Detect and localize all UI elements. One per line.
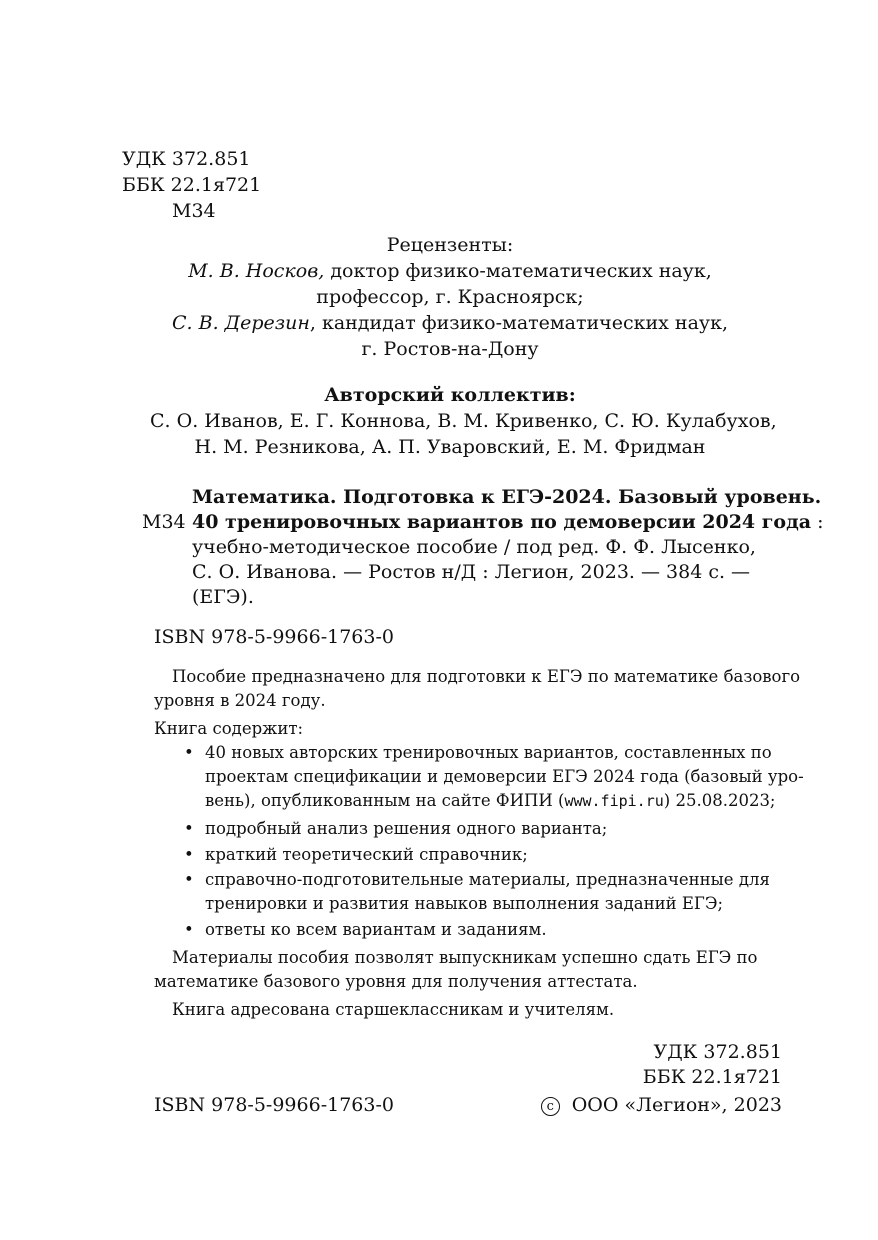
bullet-dot: • — [184, 870, 194, 889]
reviewer-1 — [150, 258, 750, 284]
reviewer-2-title-cont: г. Ростов-на-Дону — [361, 338, 539, 360]
bullet-1-line-1: 40 новых авторских тренировочных вариантов, составленных по — [205, 743, 772, 762]
bullet-4-line-1: справочно-подготовительные материалы, предназначенные для — [205, 870, 770, 889]
reviewer-2 — [150, 310, 750, 336]
bullet-1-line-3 — [205, 789, 776, 813]
book-title-line-2-suffix: : — [811, 511, 824, 533]
footer-bbk: ББК 22.1я721 — [642, 1066, 782, 1088]
bullet-4-line-2: тренировки и развития навыков выполнения заданий ЕГЭ; — [205, 894, 724, 913]
bullet-dot: • — [184, 819, 194, 838]
book-title-line-2 — [192, 509, 824, 535]
author-mark: М34 — [172, 200, 216, 222]
bullet-5: ответы ко всем вариантам и заданиям. — [205, 920, 547, 939]
reviewer-1-name: М. В. Носков, — [188, 260, 325, 282]
outcome-line-1: Материалы пособия позволят выпускникам успешно сдать ЕГЭ по — [172, 948, 758, 967]
fipi-url: www.fipi.ru — [564, 792, 664, 810]
bib-line-4: С. О. Иванова. — Ростов н/Д : Легион, 2023. — 384 с. — — [192, 561, 751, 583]
reviewer-1-title: доктор физико-математических наук, — [324, 260, 712, 282]
audience: Книга адресована старшеклассникам и учителям. — [172, 1000, 615, 1019]
bib-mark: М34 — [142, 511, 186, 533]
bullet-1-line-3-pre: вень), опубликованным на сайте ФИПИ ( — [205, 791, 565, 810]
footer-udk: УДК 372.851 — [653, 1041, 782, 1063]
copyright-icon: c — [541, 1097, 560, 1116]
bullet-2: подробный анализ решения одного варианта; — [205, 819, 608, 838]
copyright — [541, 1092, 782, 1118]
bullet-dot: • — [184, 743, 194, 762]
bullet-3: краткий теоретический справочник; — [205, 845, 528, 864]
bib-line-3: учебно-методическое пособие / под ред. Ф. Ф. Лысенко, — [192, 536, 756, 558]
annotation-purpose-line-2: уровня в 2024 году. — [154, 691, 326, 710]
bbk-code: ББК 22.1я721 — [122, 174, 262, 196]
reviewers-heading: Рецензенты: — [386, 234, 514, 256]
authors-line-1: С. О. Иванов, Е. Г. Коннова, В. М. Кривенко, С. Ю. Кулабухов, — [150, 410, 777, 432]
reviewer-2-title: , кандидат физико-математических наук, — [309, 312, 729, 334]
authors-line-2: Н. М. Резникова, А. П. Уваровский, Е. М. Фридман — [194, 436, 706, 458]
outcome-line-2: математике базового уровня для получения аттестата. — [154, 972, 638, 991]
book-title-line-1: Математика. Подготовка к ЕГЭ-2024. Базовый уровень. — [192, 486, 822, 508]
footer-isbn: ISBN 978-5-9966-1763-0 — [154, 1094, 394, 1116]
copyright-text: ООО «Легион», 2023 — [571, 1094, 782, 1116]
authors-heading: Авторский коллектив: — [324, 384, 576, 406]
udk-code: УДК 372.851 — [122, 148, 251, 170]
isbn: ISBN 978-5-9966-1763-0 — [154, 626, 394, 648]
bullet-dot: • — [184, 845, 194, 864]
bib-line-5: (ЕГЭ). — [192, 586, 254, 608]
bullet-1-line-3-post: ) 25.08.2023; — [663, 791, 776, 810]
bullet-dot: • — [184, 920, 194, 939]
bullet-1-line-2: проектам спецификации и демоверсии ЕГЭ 2024 года (базовый уро- — [205, 767, 804, 786]
contents-heading: Книга содержит: — [154, 719, 304, 738]
reviewer-2-name: С. В. Дерезин — [171, 312, 310, 334]
book-title-line-2-text: 40 тренировочных вариантов по демоверсии 2024 года — [192, 511, 812, 533]
reviewer-1-title-cont: профессор, г. Красноярск; — [316, 286, 584, 308]
annotation-purpose-line-1: Пособие предназначено для подготовки к ЕГЭ по математике базового — [172, 667, 801, 686]
